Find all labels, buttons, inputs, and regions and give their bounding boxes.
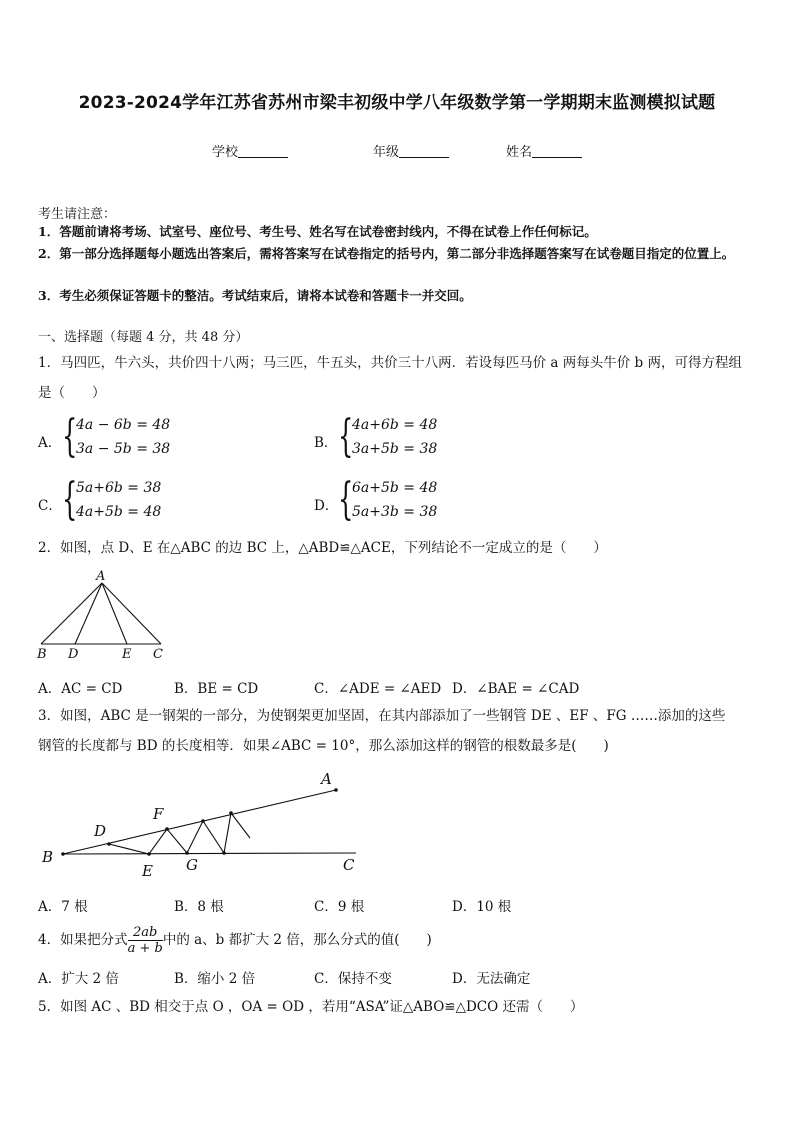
q4-stem-post: 中的 a、b 都扩大 2 倍，那么分式的值( ) bbox=[162, 932, 432, 948]
notice-item-3: 3．考生必须保证答题卡的整洁。考试结束后，请将本试卷和答题卡一并交回。 bbox=[38, 288, 472, 303]
grade-field bbox=[373, 141, 449, 160]
q1-option-c-eq1: 5a+6b = 38 bbox=[76, 480, 162, 496]
q2-label-c: C bbox=[153, 647, 163, 662]
q4-stem bbox=[38, 925, 768, 956]
notice-item-1: 1．答题前请将考场、试室号、座位号、考生号、姓名写在试卷密封线内，不得在试卷上作任何标记。 bbox=[38, 224, 597, 239]
q1-option-d-eq2: 5a+3b = 38 bbox=[352, 504, 438, 520]
q2-label-b: B bbox=[37, 647, 47, 662]
q5-stem: 5．如图 AC 、BD 相交于点 O ，OA = OD ，若用“ASA”证△ABO≌△DCO 还需（ ） bbox=[38, 999, 584, 1015]
notice-heading: 考生请注意： bbox=[38, 207, 117, 222]
q2-stem: 2．如图，点 D、E 在△ABC 的边 BC 上，△ABD≌△ACE，下列结论不一定成立的是（ ） bbox=[38, 540, 607, 556]
q3-label-e: E bbox=[142, 862, 153, 880]
q4-option-c: C．保持不变 bbox=[314, 971, 392, 987]
school-blank bbox=[238, 145, 288, 158]
q2-side-ac bbox=[102, 583, 161, 644]
q3-option-d: D．10 根 bbox=[452, 899, 512, 915]
q2-option-d: D．∠BAE = ∠CAD bbox=[452, 681, 580, 697]
q1-stem-line2: 是（ ） bbox=[38, 385, 106, 401]
q3-steel-frame-figure bbox=[36, 768, 366, 884]
q2-label-e: E bbox=[122, 647, 132, 662]
q2-label-a: A bbox=[96, 569, 106, 584]
q3-label-d: D bbox=[94, 822, 107, 840]
q2-triangle-figure bbox=[30, 566, 175, 662]
q4-fraction bbox=[128, 925, 163, 956]
q1-option-c-label: C． bbox=[38, 498, 62, 514]
q4-fraction-numerator: 2ab bbox=[128, 925, 163, 941]
q1-option-d-label: D． bbox=[314, 498, 339, 514]
school-field bbox=[212, 141, 288, 160]
name-label: 姓名 bbox=[506, 145, 533, 160]
q3-label-a: A bbox=[321, 770, 332, 788]
q3-option-a: A．7 根 bbox=[38, 899, 88, 915]
q3-label-b: B bbox=[42, 848, 54, 866]
q3-option-c: C．9 根 bbox=[314, 899, 365, 915]
q3-label-f: F bbox=[153, 805, 164, 823]
section-heading: 一、选择题（每题 4 分，共 48 分） bbox=[38, 330, 249, 345]
grade-blank bbox=[399, 145, 449, 158]
exam-page: 2023-2024学年江苏省苏州市梁丰初级中学八年级数学第一学期期末监测模拟试题 学校 年级 姓名 考生请注意： 1．答题前请将考场、试室号、座位号、考生号、姓名写在试卷密封线内，不得在试卷上作任何标记。 2．第一部分选择题每小题选出答案后，需将答案写在试卷指定的括号内，第二部分非选择题答案写在试卷题目指定的位置上。 3．考生必须保证答题卡的整洁。考试结束后，请将本试卷和答题卡一并交回。 一、选择题（每题 4 分，共 48 分） 1．马四匹，牛六头，共价四十八两；马三匹，牛五头，共价三十八两．若设每匹马价 a 两每头牛价 b 两，可得方程组 是（ ） A． { 4a − 6b = 48 3a − 5b = 38 B． { 4a+6b = 48 3a+5b = 38 C． { 5a+6b = 38 4a+5b = 48 D． { 6a+5b = 48 5a+3b = 38 2．如图，点 D、E 在△ABC 的边 BC 上，△ABD≌△ACE，下列结论不一定成立的是（ ） A B D E C A．AC = CD B．BE = CD C．∠ADE = ∠AED D．∠BAE = ∠CAD 3．如图，ABC 是一钢架的一部分，为使钢架更加坚固，在其内部添加了一些钢管 DE 、EF 、FG ……添加的这些 钢管的长度都与 BD 的长度相等．如果∠ABC = 10°，那么添加这样的钢管的根数最多是( ) A F D B E G C A．7 根 B．8 根 C．9 根 D．10 根 4．如果把分式 $\frac{2ab}{a + b}$ 中的 a、b 都扩大 2 倍，那么分式的值( ) A．扩大 2 倍 B．缩小 2 倍 C．保持不变 D．无法确定 5．如图 AC 、BD 相交于点 O ，OA = OD ，若用“ASA”证△ABO≌△DCO 还需（ ） bbox=[0, 0, 794, 1123]
q1-option-d-eq1: 6a+5b = 48 bbox=[352, 480, 438, 496]
grade-label: 年级 bbox=[373, 145, 400, 160]
q1-stem-line1: 1．马四匹，牛六头，共价四十八两；马三匹，牛五头，共价三十八两．若设每匹马价 a 两每头牛价 b 两，可得方程组 bbox=[38, 355, 742, 371]
q3-label-c: C bbox=[343, 856, 355, 874]
q4-fraction-denominator: a + b bbox=[127, 941, 163, 956]
q3-stem-line2: 钢管的长度都与 BD 的长度相等．如果∠ABC = 10°，那么添加这样的钢管的根数最多是( ) bbox=[38, 738, 609, 754]
name-field bbox=[506, 141, 582, 160]
page-title: 2023-2024学年江苏省苏州市梁丰初级中学八年级数学第一学期期末监测模拟试题 bbox=[78, 93, 716, 113]
q1-option-b-eq1: 4a+6b = 48 bbox=[352, 417, 438, 433]
q1-option-a-label: A． bbox=[38, 435, 62, 451]
q3-option-b: B．8 根 bbox=[174, 899, 224, 915]
q4-option-d: D．无法确定 bbox=[452, 971, 531, 987]
name-blank bbox=[532, 145, 582, 158]
q3-ray-bc bbox=[63, 853, 356, 854]
school-label: 学校 bbox=[212, 145, 239, 160]
q3-added-tubes bbox=[109, 813, 250, 854]
q2-option-b: B．BE = CD bbox=[174, 681, 259, 697]
q4-option-b: B．缩小 2 倍 bbox=[174, 971, 256, 987]
q1-option-a-eq1: 4a − 6b = 48 bbox=[76, 417, 171, 433]
q2-segment-ad bbox=[75, 583, 102, 644]
q2-option-c: C．∠ADE = ∠AED bbox=[314, 681, 442, 697]
q2-side-ab bbox=[41, 583, 102, 644]
q2-option-a: A．AC = CD bbox=[38, 681, 123, 697]
q4-option-a: A．扩大 2 倍 bbox=[38, 971, 119, 987]
q1-option-a-eq2: 3a − 5b = 38 bbox=[76, 441, 171, 457]
q3-label-g: G bbox=[186, 856, 198, 874]
q2-segment-ae bbox=[102, 583, 127, 644]
q4-stem-pre: 4．如果把分式 bbox=[38, 932, 128, 948]
q1-option-c-eq2: 4a+5b = 48 bbox=[76, 504, 162, 520]
notice-item-2: 2．第一部分选择题每小题选出答案后，需将答案写在试卷指定的括号内，第二部分非选择题答案写在试卷题目指定的位置上。 bbox=[38, 246, 735, 261]
q2-label-d: D bbox=[68, 647, 79, 662]
q1-option-b-eq2: 3a+5b = 38 bbox=[352, 441, 438, 457]
q1-option-b-label: B． bbox=[314, 435, 338, 451]
q3-stem-line1: 3．如图，ABC 是一钢架的一部分，为使钢架更加坚固，在其内部添加了一些钢管 DE 、EF 、FG ……添加的这些 bbox=[38, 708, 726, 724]
